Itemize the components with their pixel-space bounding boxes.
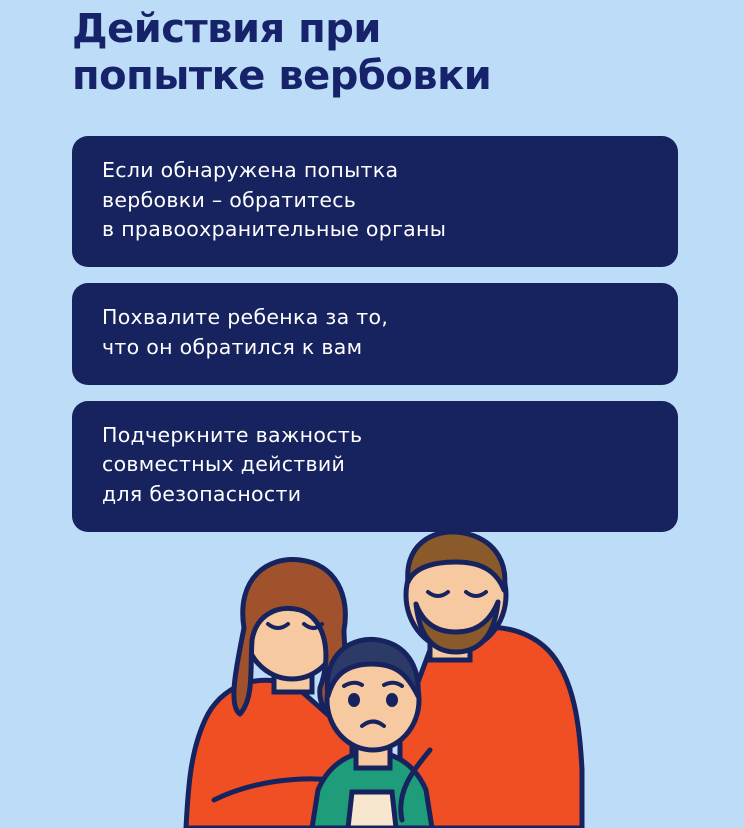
advice-card-line: в правоохранительные органы xyxy=(102,217,447,242)
advice-card-list xyxy=(72,136,678,548)
family-hugging-child-illustration xyxy=(0,500,744,828)
father-figure xyxy=(400,532,582,828)
advice-card-line: Подчеркните важность xyxy=(102,422,363,447)
advice-card-line: Похвалите ребенка за то, xyxy=(102,305,389,330)
page-title-line-1: Действия при xyxy=(72,6,381,52)
advice-card-line: совместных действий xyxy=(102,452,346,477)
advice-card-line: Если обнаружена попытка xyxy=(102,158,399,182)
page-title xyxy=(72,6,692,100)
advice-card xyxy=(72,283,678,384)
advice-card xyxy=(72,136,678,267)
advice-card-line: вербовки – обратитесь xyxy=(102,187,357,212)
advice-card-line: что он обратился к вам xyxy=(102,334,363,359)
page-title-line-2: попытке вербовки xyxy=(72,53,492,100)
advice-card-line: для безопасности xyxy=(102,482,302,507)
